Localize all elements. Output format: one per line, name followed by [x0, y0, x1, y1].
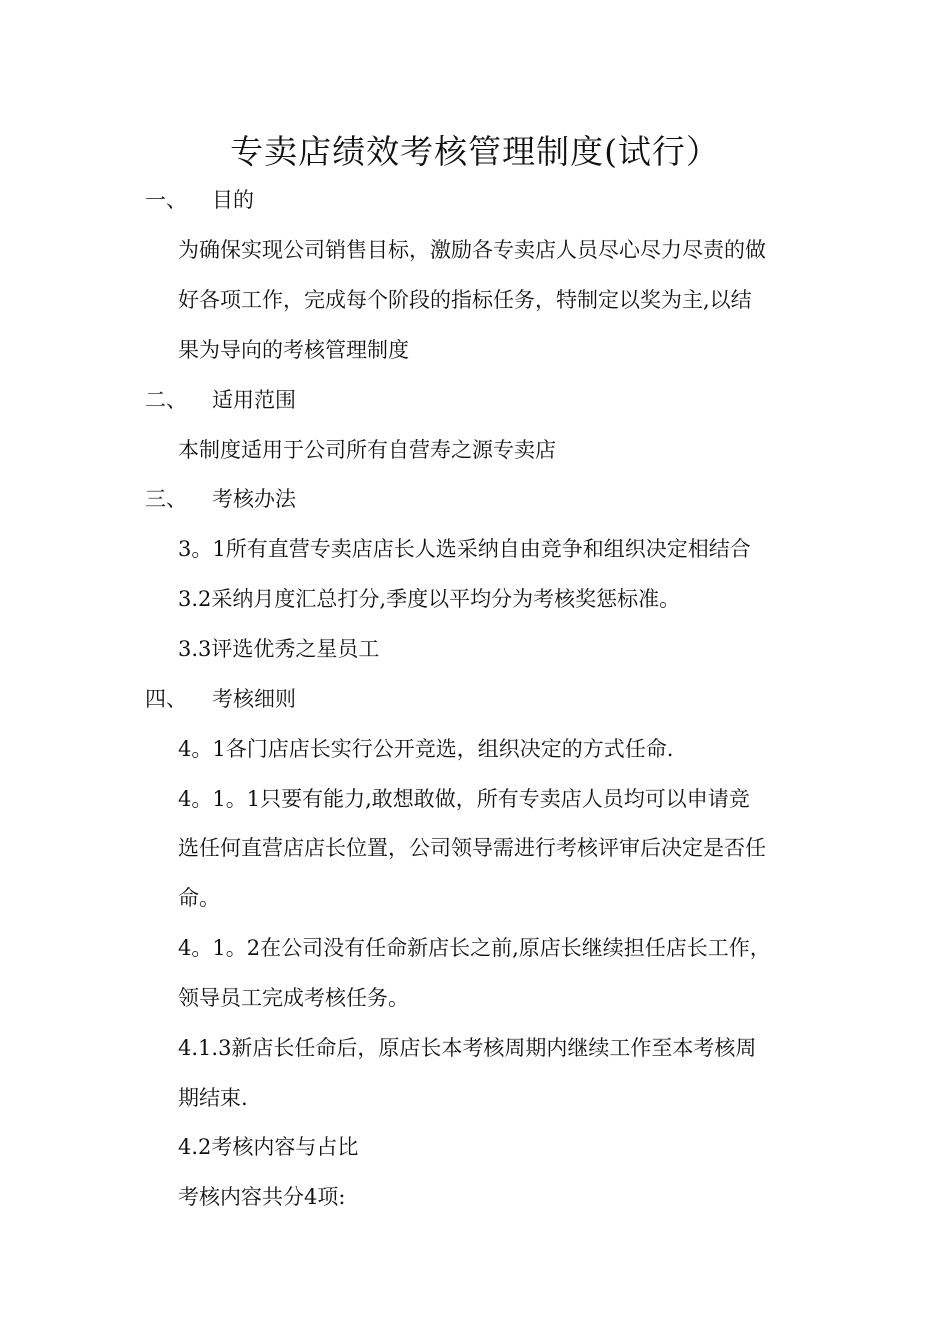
paragraph-line: 果为导向的考核管理制度	[178, 338, 409, 362]
paragraph-line: 考核内容共分4项:	[178, 1185, 346, 1209]
section-heading-methods	[145, 484, 296, 514]
paragraph-line: 4。1。1只要有能力,敢想敢做，所有专卖店人员均可以申请竞	[178, 787, 750, 811]
paragraph-line: 4。1各门店店长实行公开竞选，组织决定的方式任命.	[178, 737, 674, 761]
paragraph-line: 本制度适用于公司所有自营寿之源专卖店	[178, 438, 556, 462]
section-title: 适用范围	[212, 388, 296, 412]
paragraph-line: 期结束.	[178, 1086, 248, 1110]
paragraph-line: 为确保实现公司销售目标，激励各专卖店人员尽心尽力尽责的做	[178, 238, 766, 262]
paragraph-line: 3.2采纳月度汇总打分,季度以平均分为考核奖惩标准。	[178, 587, 681, 611]
paragraph-line: 命。	[178, 886, 220, 910]
section-title: 考核细则	[212, 687, 296, 711]
document-title: 专卖店绩效考核管理制度(试行）	[230, 132, 720, 171]
section-number: 二、	[145, 388, 187, 412]
section-number: 三、	[145, 487, 187, 511]
paragraph-line: 领导员工完成考核任务。	[178, 986, 409, 1010]
paragraph-line: 4。1。2在公司没有任命新店长之前,原店长继续担任店长工作，	[178, 936, 771, 960]
section-title: 目的	[212, 188, 254, 212]
section-number: 一、	[145, 188, 187, 212]
section-heading-rules	[145, 684, 296, 714]
section-number: 四、	[145, 687, 187, 711]
section-title: 考核办法	[212, 487, 296, 511]
section-heading-purpose	[145, 185, 254, 215]
paragraph-line: 好各项工作，完成每个阶段的指标任务，特制定以奖为主,以结	[178, 288, 752, 312]
paragraph-line: 4.1.3新店长任命后，原店长本考核周期内继续工作至本考核周	[178, 1036, 757, 1060]
paragraph-line: 4.2考核内容与占比	[178, 1135, 359, 1159]
paragraph-line: 3.3评选优秀之星员工	[178, 637, 380, 661]
section-heading-scope	[145, 385, 296, 415]
paragraph-line: 3。1所有直营专卖店店长人选采纳自由竞争和组织决定相结合	[178, 537, 751, 561]
paragraph-line: 选任何直营店店长位置，公司领导需进行考核评审后决定是否任	[178, 836, 766, 860]
